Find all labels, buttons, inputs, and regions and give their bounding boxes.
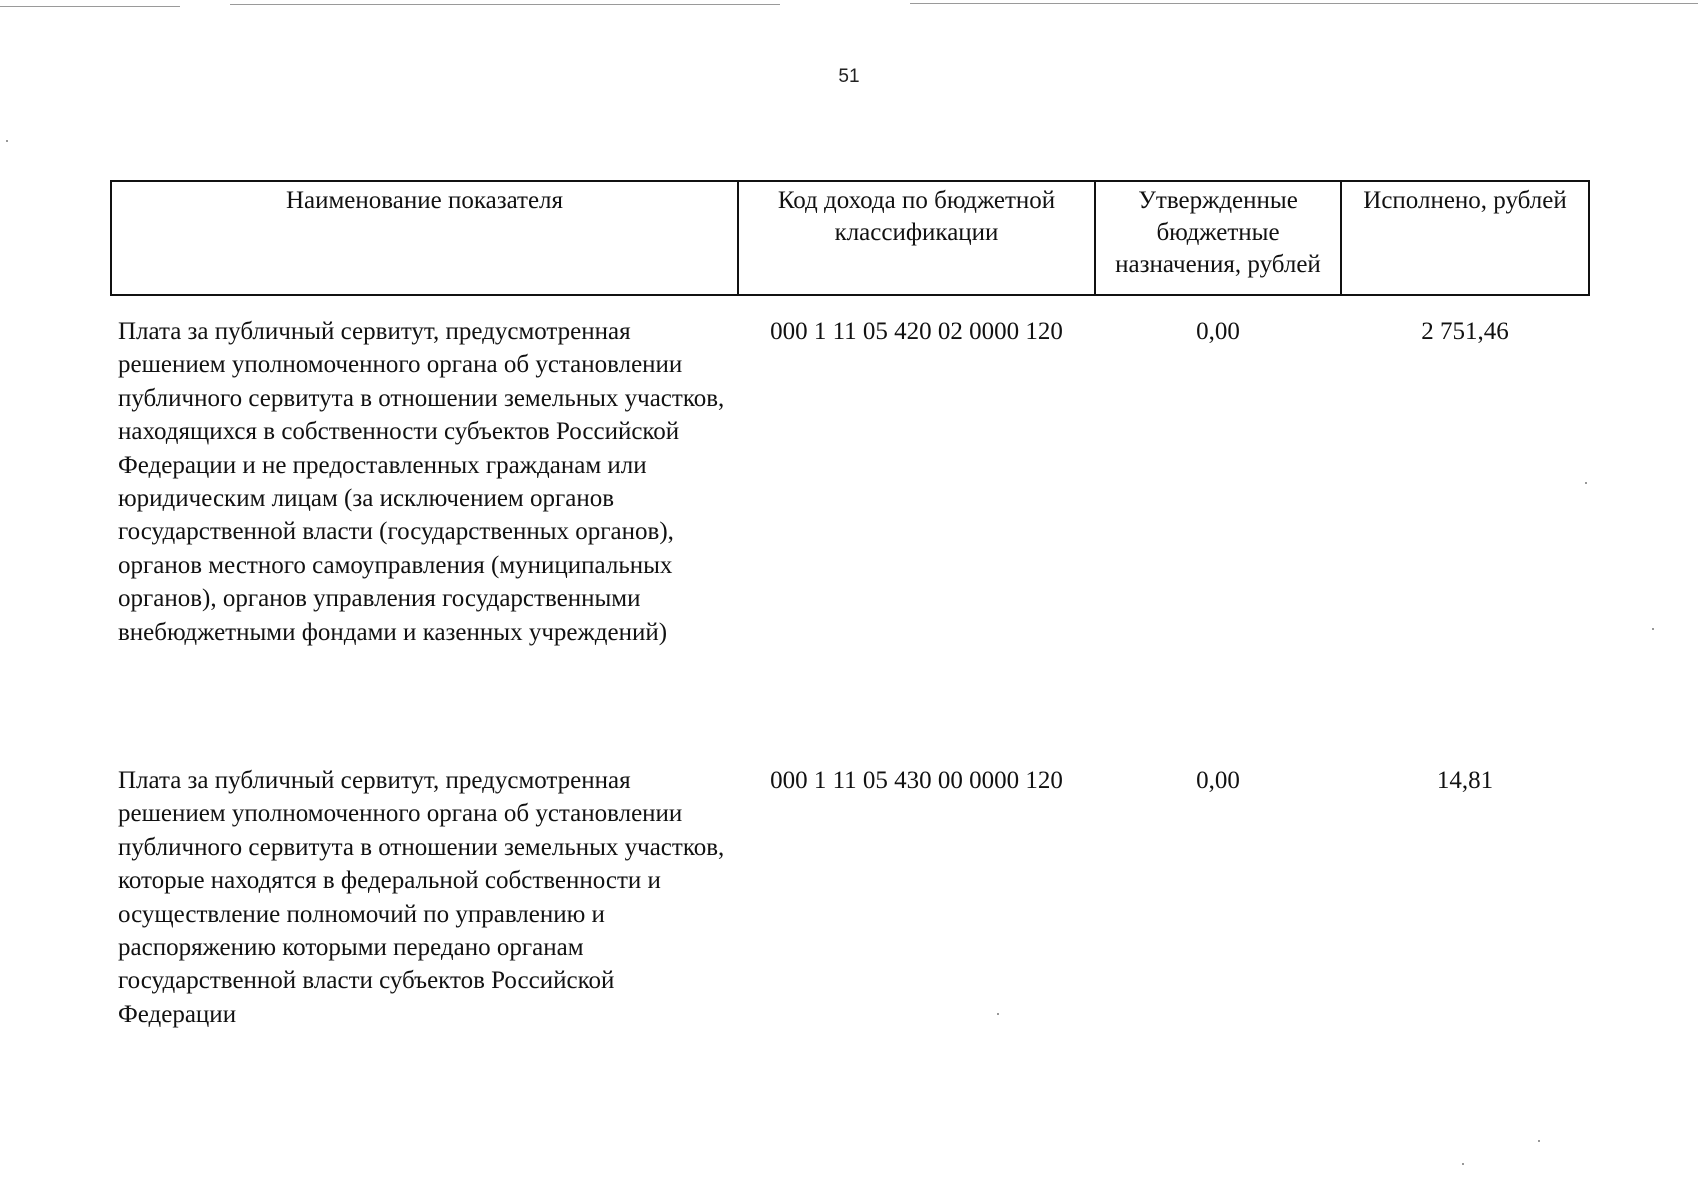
scan-edge-line — [230, 4, 780, 5]
table-row — [111, 745, 1589, 1031]
scan-edge-line — [910, 3, 1698, 4]
header-executed-amount: Исполнено, рублей — [1341, 181, 1589, 295]
income-code: 000 1 11 05 430 00 0000 120 — [770, 767, 1063, 794]
executed-amount: 2 751,46 — [1421, 318, 1509, 345]
scan-speck — [997, 1013, 999, 1015]
header-approved-amount: Утвержденные бюджетные назначения, рублей — [1095, 181, 1341, 295]
header-income-code: Код дохода по бюджетной классификации — [738, 181, 1095, 295]
page-number: 51 — [838, 66, 860, 87]
approved-amount: 0,00 — [1196, 767, 1240, 794]
indicator-name: Плата за публичный сервитут, предусмотренная решением уполномоченного органа об установлении публичного сервитута в отношении земельных участков, которые находятся в федеральной собственности и осуществление полномочий по управлению и распоряжению которыми передано органам государственной власти субъектов Российской Федерации — [118, 767, 725, 1028]
scan-speck — [1538, 1140, 1540, 1142]
budget-income-table — [110, 180, 1590, 1031]
scan-speck — [6, 140, 8, 142]
scan-speck — [1462, 1163, 1464, 1165]
income-code: 000 1 11 05 420 02 0000 120 — [770, 318, 1063, 345]
indicator-name: Плата за публичный сервитут, предусмотренная решением уполномоченного органа об установлении публичного сервитута в отношении земельных участков, находящихся в собственности субъектов Российской Федерации и не предоставленных гражданам или юридическим лицам (за исключением органов государственной власти (государственных органов), органов местного самоуправления (муниципальных органов), органов управления государственными внебюджетными фондами и казенных учреждений) — [118, 318, 725, 646]
table-header-row — [111, 181, 1589, 295]
scan-edge-line — [0, 6, 180, 7]
scan-speck — [1652, 628, 1654, 630]
table-row — [111, 295, 1589, 745]
header-indicator-name: Наименование показателя — [111, 181, 738, 295]
executed-amount: 14,81 — [1436, 767, 1494, 794]
approved-amount: 0,00 — [1196, 318, 1240, 345]
scan-speck — [1585, 482, 1587, 484]
